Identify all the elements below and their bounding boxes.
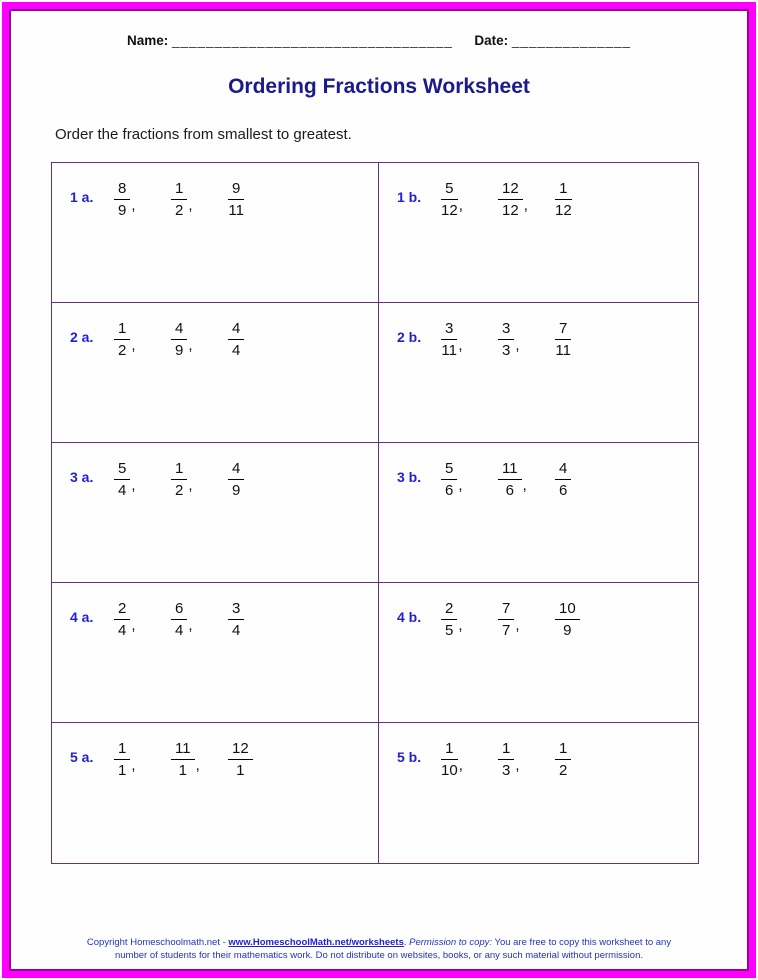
fraction	[228, 600, 244, 639]
footer-line2: number of students for their mathematics work. Do not distribute on websites, books, or any such material without permission.	[114, 950, 643, 961]
fraction-separator: ,	[458, 757, 463, 774]
fraction-denominator: 1	[236, 762, 245, 779]
problem-cell-3a	[52, 443, 379, 583]
problem-cell-4a	[52, 583, 379, 723]
fraction	[228, 180, 244, 219]
fraction-separator: ,	[515, 757, 520, 774]
fraction-numerator: 9	[228, 180, 244, 200]
fraction-numerator: 12	[228, 740, 253, 760]
problem-cell-2a	[52, 303, 379, 443]
name-blank-line: _________________________________	[172, 33, 453, 48]
fraction-denominator: 10	[441, 762, 458, 779]
fraction-denominator: 12	[502, 202, 519, 219]
fraction-denominator: 11	[441, 342, 457, 359]
fraction-denominator: 4	[232, 622, 241, 639]
problem-label: 4 b.	[397, 609, 422, 625]
fraction-numerator: 4	[555, 460, 571, 480]
fraction	[114, 320, 130, 359]
fraction-separator: ,	[188, 197, 193, 214]
copyright-text: Copyright Homeschoolmath.net -	[86, 937, 229, 948]
fraction-denominator: 1	[178, 762, 187, 779]
fraction-denominator: 4	[175, 622, 184, 639]
fraction-separator: ,	[515, 337, 520, 354]
fraction-numerator: 4	[228, 460, 244, 480]
fraction	[498, 180, 523, 219]
fraction	[171, 320, 187, 359]
after-link-text: .	[403, 937, 410, 948]
fraction-separator: ,	[188, 477, 193, 494]
fraction-denominator: 12	[555, 202, 572, 219]
fraction-denominator: 3	[502, 762, 511, 779]
fraction-separator: ,	[131, 757, 136, 774]
fraction-denominator: 2	[559, 762, 568, 779]
fraction-numerator: 5	[441, 180, 458, 200]
fraction-numerator: 3	[441, 320, 457, 340]
problem-label: 3 b.	[397, 469, 422, 485]
fraction-numerator: 7	[498, 600, 514, 620]
fraction-separator: ,	[515, 617, 520, 634]
fraction	[228, 740, 253, 779]
fraction-denominator: 4	[232, 342, 241, 359]
problem-cell-3b	[379, 443, 698, 583]
fraction-denominator: 7	[502, 622, 511, 639]
problem-label: 2 b.	[397, 329, 422, 345]
fraction-denominator: 9	[563, 622, 572, 639]
fraction-denominator: 6	[505, 482, 514, 499]
problem-cell-5a	[52, 723, 379, 863]
fraction-denominator: 2	[175, 202, 184, 219]
fraction	[171, 740, 195, 779]
fraction-numerator: 1	[555, 740, 571, 760]
problem-label: 1 b.	[397, 189, 422, 205]
fraction	[555, 320, 571, 359]
fraction	[171, 460, 187, 499]
fraction	[498, 460, 522, 499]
fraction	[228, 320, 244, 359]
fraction-numerator: 5	[441, 460, 457, 480]
date-blank-line: ______________	[511, 33, 631, 48]
fraction-denominator: 3	[502, 342, 511, 359]
fraction	[441, 740, 458, 779]
fraction	[114, 460, 130, 499]
problem-label: 1 a.	[70, 189, 94, 205]
fraction	[498, 600, 514, 639]
fraction-denominator: 4	[118, 622, 127, 639]
fraction-numerator: 3	[498, 320, 514, 340]
magenta-border-frame	[2, 2, 756, 978]
fraction	[441, 180, 458, 219]
problem-label: 2 a.	[70, 329, 94, 345]
fraction	[498, 320, 514, 359]
fraction-separator: ,	[522, 477, 527, 494]
fraction-numerator: 1	[171, 460, 187, 480]
fraction-separator: ,	[195, 757, 200, 774]
fraction-denominator: 12	[441, 202, 458, 219]
fraction-denominator: 9	[175, 342, 184, 359]
fraction	[555, 740, 571, 779]
fraction-separator: ,	[131, 337, 136, 354]
fraction-numerator: 10	[555, 600, 580, 620]
fraction-denominator: 9	[118, 202, 127, 219]
problem-cell-2b	[379, 303, 698, 443]
fraction-numerator: 7	[555, 320, 571, 340]
fraction-separator: ,	[458, 477, 463, 494]
name-date-header	[11, 33, 747, 48]
fraction-denominator: 11	[228, 202, 244, 219]
page-content	[9, 9, 749, 971]
fraction-separator: ,	[131, 197, 136, 214]
fraction-numerator: 2	[441, 600, 457, 620]
problem-cell-1a	[52, 163, 379, 303]
fraction-numerator: 11	[498, 460, 522, 480]
fraction-numerator: 11	[171, 740, 195, 760]
fraction-separator: ,	[188, 337, 193, 354]
fraction-separator: ,	[458, 197, 463, 214]
problem-cell-1b	[379, 163, 698, 303]
fraction-numerator: 3	[228, 600, 244, 620]
problem-label: 5 a.	[70, 749, 94, 765]
problems-table	[51, 162, 699, 864]
fraction-denominator: 9	[232, 482, 241, 499]
fraction-separator: ,	[188, 617, 193, 634]
problem-cell-5b	[379, 723, 698, 863]
fraction	[441, 600, 457, 639]
problem-label: 4 a.	[70, 609, 94, 625]
fraction-denominator: 2	[175, 482, 184, 499]
fraction	[498, 740, 514, 779]
fraction-numerator: 4	[171, 320, 187, 340]
fraction	[555, 460, 571, 499]
permission-italic-text: Permission to copy:	[409, 937, 493, 948]
fraction-separator: ,	[523, 197, 528, 214]
problem-label: 5 b.	[397, 749, 422, 765]
fraction	[171, 600, 187, 639]
fraction	[441, 320, 457, 359]
fraction-numerator: 1	[441, 740, 458, 760]
instruction-text: Order the fractions from smallest to greatest.	[55, 126, 352, 143]
date-label: Date:	[474, 33, 509, 48]
fraction	[441, 460, 457, 499]
footer-line1-rest: You are free to copy this worksheet to any	[492, 937, 672, 948]
fraction	[555, 600, 580, 639]
fraction	[171, 180, 187, 219]
fraction-numerator: 1	[114, 320, 130, 340]
name-label: Name:	[127, 33, 169, 48]
fraction	[114, 600, 130, 639]
problem-label: 3 a.	[70, 469, 94, 485]
fraction	[114, 740, 130, 779]
fraction-denominator: 4	[118, 482, 127, 499]
fraction-separator: ,	[131, 477, 136, 494]
fraction-numerator: 5	[114, 460, 130, 480]
page-title: Ordering Fractions Worksheet	[228, 75, 530, 98]
fraction-separator: ,	[458, 617, 463, 634]
problem-cell-4b	[379, 583, 698, 723]
fraction	[555, 180, 572, 219]
fraction-numerator: 6	[171, 600, 187, 620]
worksheets-link[interactable]: www.HomeschoolMath.net/worksheets	[228, 937, 404, 948]
fraction-separator: ,	[458, 337, 463, 354]
fraction-numerator: 4	[228, 320, 244, 340]
fraction-numerator: 1	[114, 740, 130, 760]
fraction-numerator: 1	[555, 180, 572, 200]
fraction-numerator: 8	[114, 180, 130, 200]
fraction-numerator: 1	[171, 180, 187, 200]
fraction-numerator: 2	[114, 600, 130, 620]
copyright-footer	[11, 936, 747, 962]
fraction-denominator: 6	[445, 482, 454, 499]
fraction-denominator: 6	[559, 482, 568, 499]
fraction-denominator: 5	[445, 622, 454, 639]
fraction	[228, 460, 244, 499]
fraction-denominator: 2	[118, 342, 127, 359]
fraction-numerator: 12	[498, 180, 523, 200]
fraction-denominator: 11	[555, 342, 571, 359]
fraction	[114, 180, 130, 219]
fraction-separator: ,	[131, 617, 136, 634]
fraction-denominator: 1	[118, 762, 127, 779]
fraction-numerator: 1	[498, 740, 514, 760]
